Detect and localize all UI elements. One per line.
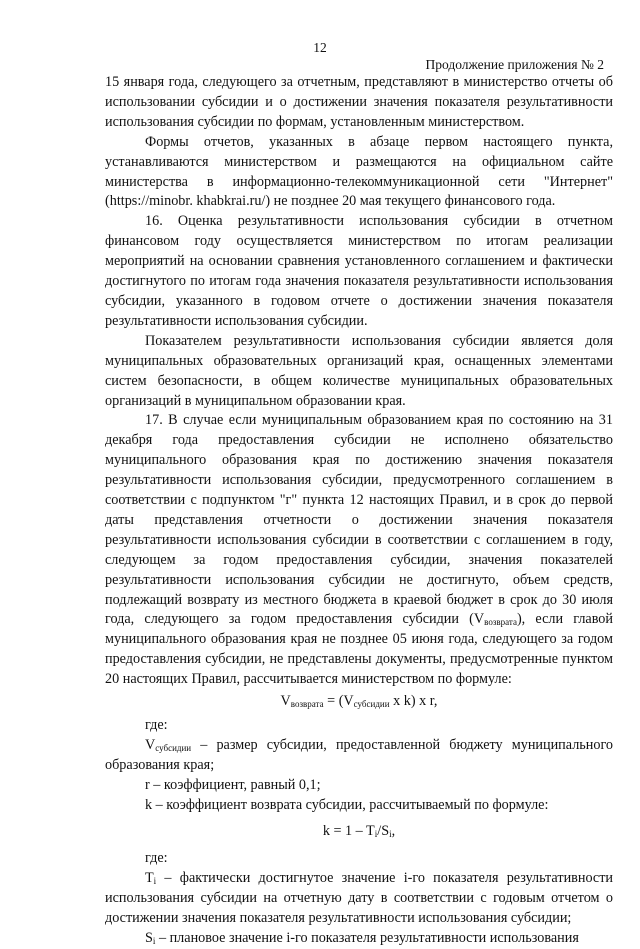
- appendix-note: Продолжение приложения № 2: [425, 57, 604, 72]
- paragraph-2: Формы отчетов, указанных в абзаце первом настоящего пункта, устанавливаются министерством и размещаются на официальном сайте министерства в информационно-телекоммуникационной сети "Интернет" (https://minobr. khabkrai.ru/) не позднее 20 мая текущего финансового года.: [105, 133, 613, 210]
- definition-t-text: – фактически достигнутое значение i-го показателя результативности использования субсидии на отчетную дату в соответствии с годовым отчетом о достижении значения показателя результативности использования субсидии;: [105, 870, 613, 927]
- definition-s: [105, 929, 613, 949]
- formula-k-sub-2: i: [389, 828, 392, 839]
- paragraph-1: 15 января года, следующего за отчетным, представляют в министерство отчеты об использовании субсидии и о достижении значения показателя результативности использования субсидии по формам, установленным министерством.: [105, 74, 613, 130]
- formula-return-sub-1: возврата: [290, 699, 324, 710]
- document-body: [105, 73, 613, 949]
- where-label-2: где:: [145, 850, 168, 867]
- formula-k-a: k = 1 – T: [322, 822, 375, 839]
- formula-k-sub-1: i: [374, 828, 378, 839]
- definition-t-symbol: T: [145, 870, 154, 887]
- definition-s-symbol: S: [145, 930, 153, 947]
- paragraph-5-text-a: 17. В случае если муниципальным образованием края по состоянию на 31 декабря года предоставления субсидии не исполнено обязательство муниципального образования края по достижению значения показателя результативности использования субсидии, предусмотренного соглашением в соответствии с подпунктом "г" пункта 12 настоящих Правил, и в срок до первой даты представления отчетности о достижении значения показателя результативности использования субсидии в соответствии с соглашением в году, следующем за годом предоставления субсидии, значения показателей результативности использования субсидии не достигнуто, объем средств, подлежащий возврату из местного бюджета в краевой бюджет в срок до 30 июля года, следующего за годом предоставления субсидии (V: [105, 412, 613, 628]
- formula-k-b: /S: [377, 822, 390, 839]
- formula-return-mid: = (V: [323, 693, 354, 710]
- definition-t: [105, 869, 613, 929]
- definition-v-symbol: V: [145, 736, 156, 753]
- paragraph-3: 16. Оценка результативности использования субсидии в отчетном финансовом году осуществляется министерством по итогам реализации мероприятий на основании сравнения установленного соглашением и фактически достигнутого по итогам года значения показателя результативности использования субсидии, указанного в годовом отчете о достижении значения показателя результативности использования субсидии.: [105, 213, 613, 329]
- paragraph-5-text-b: ), если главой муниципального образования края не позднее 05 июня года, следующего за годом предоставления субсидии, не представлены документы, предусмотренные пунктом 20 настоящих Правил, рассчитывается министерством по формуле:: [105, 611, 613, 688]
- definition-v-subsidy: [105, 736, 613, 776]
- definition-r: r – коэффициент, равный 0,1;: [145, 776, 321, 793]
- page-number: 12: [313, 40, 327, 55]
- definition-s-sub: i: [152, 936, 156, 947]
- formula-k-c: ,: [391, 822, 396, 839]
- paragraph-4: Показателем результативности использования субсидии является доля муниципальных образовательных организаций края, оснащенных элементами систем безопасности, в общем количестве муниципальных образовательных организаций в муниципальном образовании края.: [105, 332, 613, 409]
- paragraph-5-subscript: возврата: [484, 617, 517, 628]
- paragraph-5: [105, 411, 613, 690]
- definition-v-sub: субсидии: [155, 742, 192, 753]
- formula-return-v: V: [280, 693, 291, 710]
- definition-s-text: – плановое значение i-го показателя результативности использования: [155, 930, 579, 947]
- formula-return-end: x k) x r,: [389, 693, 438, 710]
- formula-k: [105, 822, 613, 842]
- definition-v-text: – размер субсидии, предоставленной бюджету муниципального образования края;: [105, 736, 613, 773]
- formula-return: [105, 692, 613, 712]
- definition-t-sub: i: [153, 876, 157, 887]
- formula-return-sub-2: субсидии: [353, 699, 390, 710]
- definition-k: k – коэффициент возврата субсидии, рассчитываемый по формуле:: [145, 796, 549, 813]
- where-label-1: где:: [145, 717, 168, 733]
